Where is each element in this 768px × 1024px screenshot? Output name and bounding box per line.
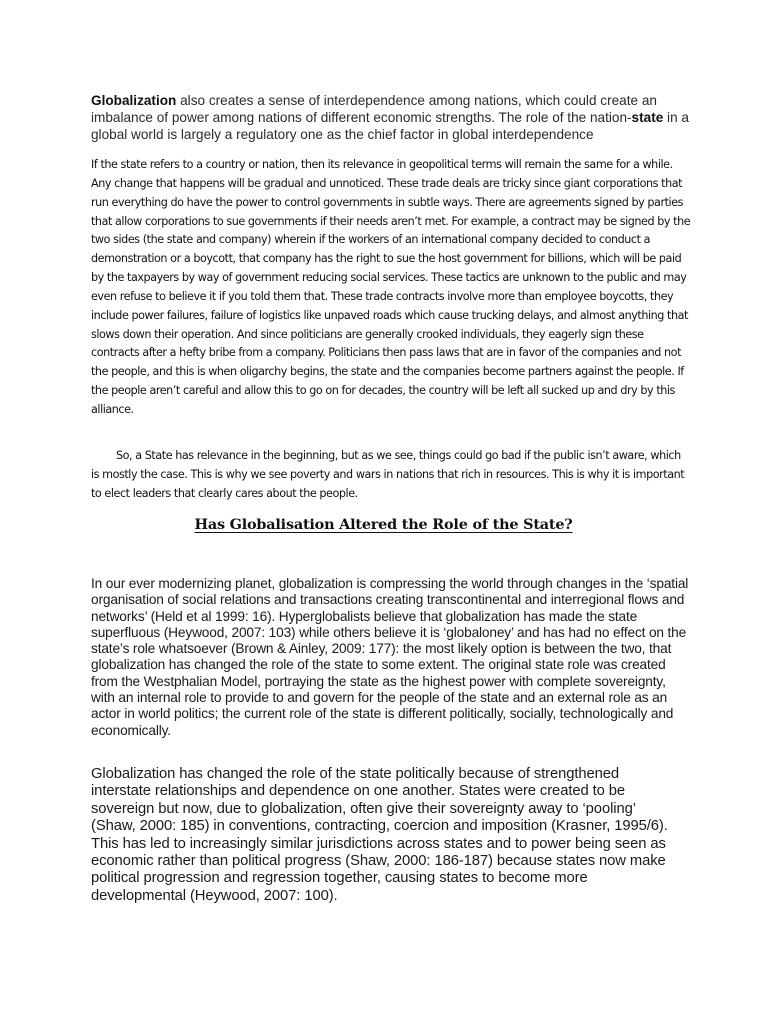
- essay-paragraph-2: So, a State has relevance in the beginning, but as we see, things could go bad if the public isn’t aware, which is mostly the case. This is why we see poverty and wars in nations that rich in resources. This is why it is important to elect leaders that clearly cares about the people.: [91, 449, 685, 500]
- state-term: state: [631, 110, 664, 125]
- section-heading: Has Globalisation Altered the Role of the State?: [194, 516, 573, 533]
- globalization-term: Globalization: [91, 93, 177, 108]
- section-paragraph-2: Globalization has changed the role of the state politically because of strengthened interstate relationships and dependence on one another. States were created to be sovereign but now, due to globalization, often give their sovereignty away to ‘pooling’ (Shaw, 2000: 185) in conventions, contracting, coercion and imposition (Krasner, 1995/6). This has led to increasingly similar jurisdictions across states and to power being seen as economic rather than political progress (Shaw, 2000: 186-187) because states now make political progression and regression together, causing states to become more developmental (Heywood, 2007: 100).: [91, 766, 668, 904]
- intro-paragraph: [91, 92, 691, 143]
- section-paragraph-1: In our ever modernizing planet, globalization is compressing the world through changes in the ‘spatial organisation of social relations and transactions creating transcontinental and interregional flows and networks’ (Held et al 1999: 16). Hyperglobalists believe that globalization has made the state superfluous (Heywood, 2007: 103) while others believe it is ‘globaloney’ and has had no effect on the state’s role whatsoever (Brown & Ainley, 2009: 177): the most likely option is between the two, that globalization has changed the role of the state to some extent. The original state role was created from the Westphalian Model, portraying the state as the highest power with complete sovereignty, with an internal role to provide to and govern for the people of the state and an external role as an actor in world politics; the current role of the state is different politically, socially, technologically and economically.: [91, 576, 689, 738]
- intro-text-1: also creates a sense of interdependence among nations, which could create an imbalance of power among nations of different economic strengths. The role of the nation-: [91, 93, 657, 125]
- intro-text-2: in a global world is largely a regulatory one as the chief factor in global interdependence: [91, 110, 689, 142]
- essay-paragraph-1: If the state refers to a country or nation, then its relevance in geopolitical terms will remain the same for a while. Any change that happens will be gradual and unnoticed. These trade deals are tricky since giant corporations that run everything do have the power to control governments in subtle ways. There are agreements signed by parties that allow corporations to sue governments if their needs aren’t met. For example, a contract may be signed by the two sides (the state and company) wherein if the workers of an international company decided to conduct a demonstration or a boycott, that company has the right to sue the host government for billions, which will be paid by the taxpayers by way of government reducing social services. These tactics are unknown to the public and may even refuse to believe it if you told them that. These trade contracts involve more than employee boycotts, they include power failures, failure of logistics like unpaved roads which cause trucking delays, and almost anything that slows down their operation. And since politicians are generally crooked individuals, they eagerly sign these contracts after a hefty bribe from a company. Politicians then pass laws that are in favor of the companies and not the people, and this is when oligarchy begins, the state and the companies become partners against the people. If the people aren’t careful and allow this to go on for decades, the country will be left all sucked up and dry by this alliance.: [91, 158, 691, 416]
